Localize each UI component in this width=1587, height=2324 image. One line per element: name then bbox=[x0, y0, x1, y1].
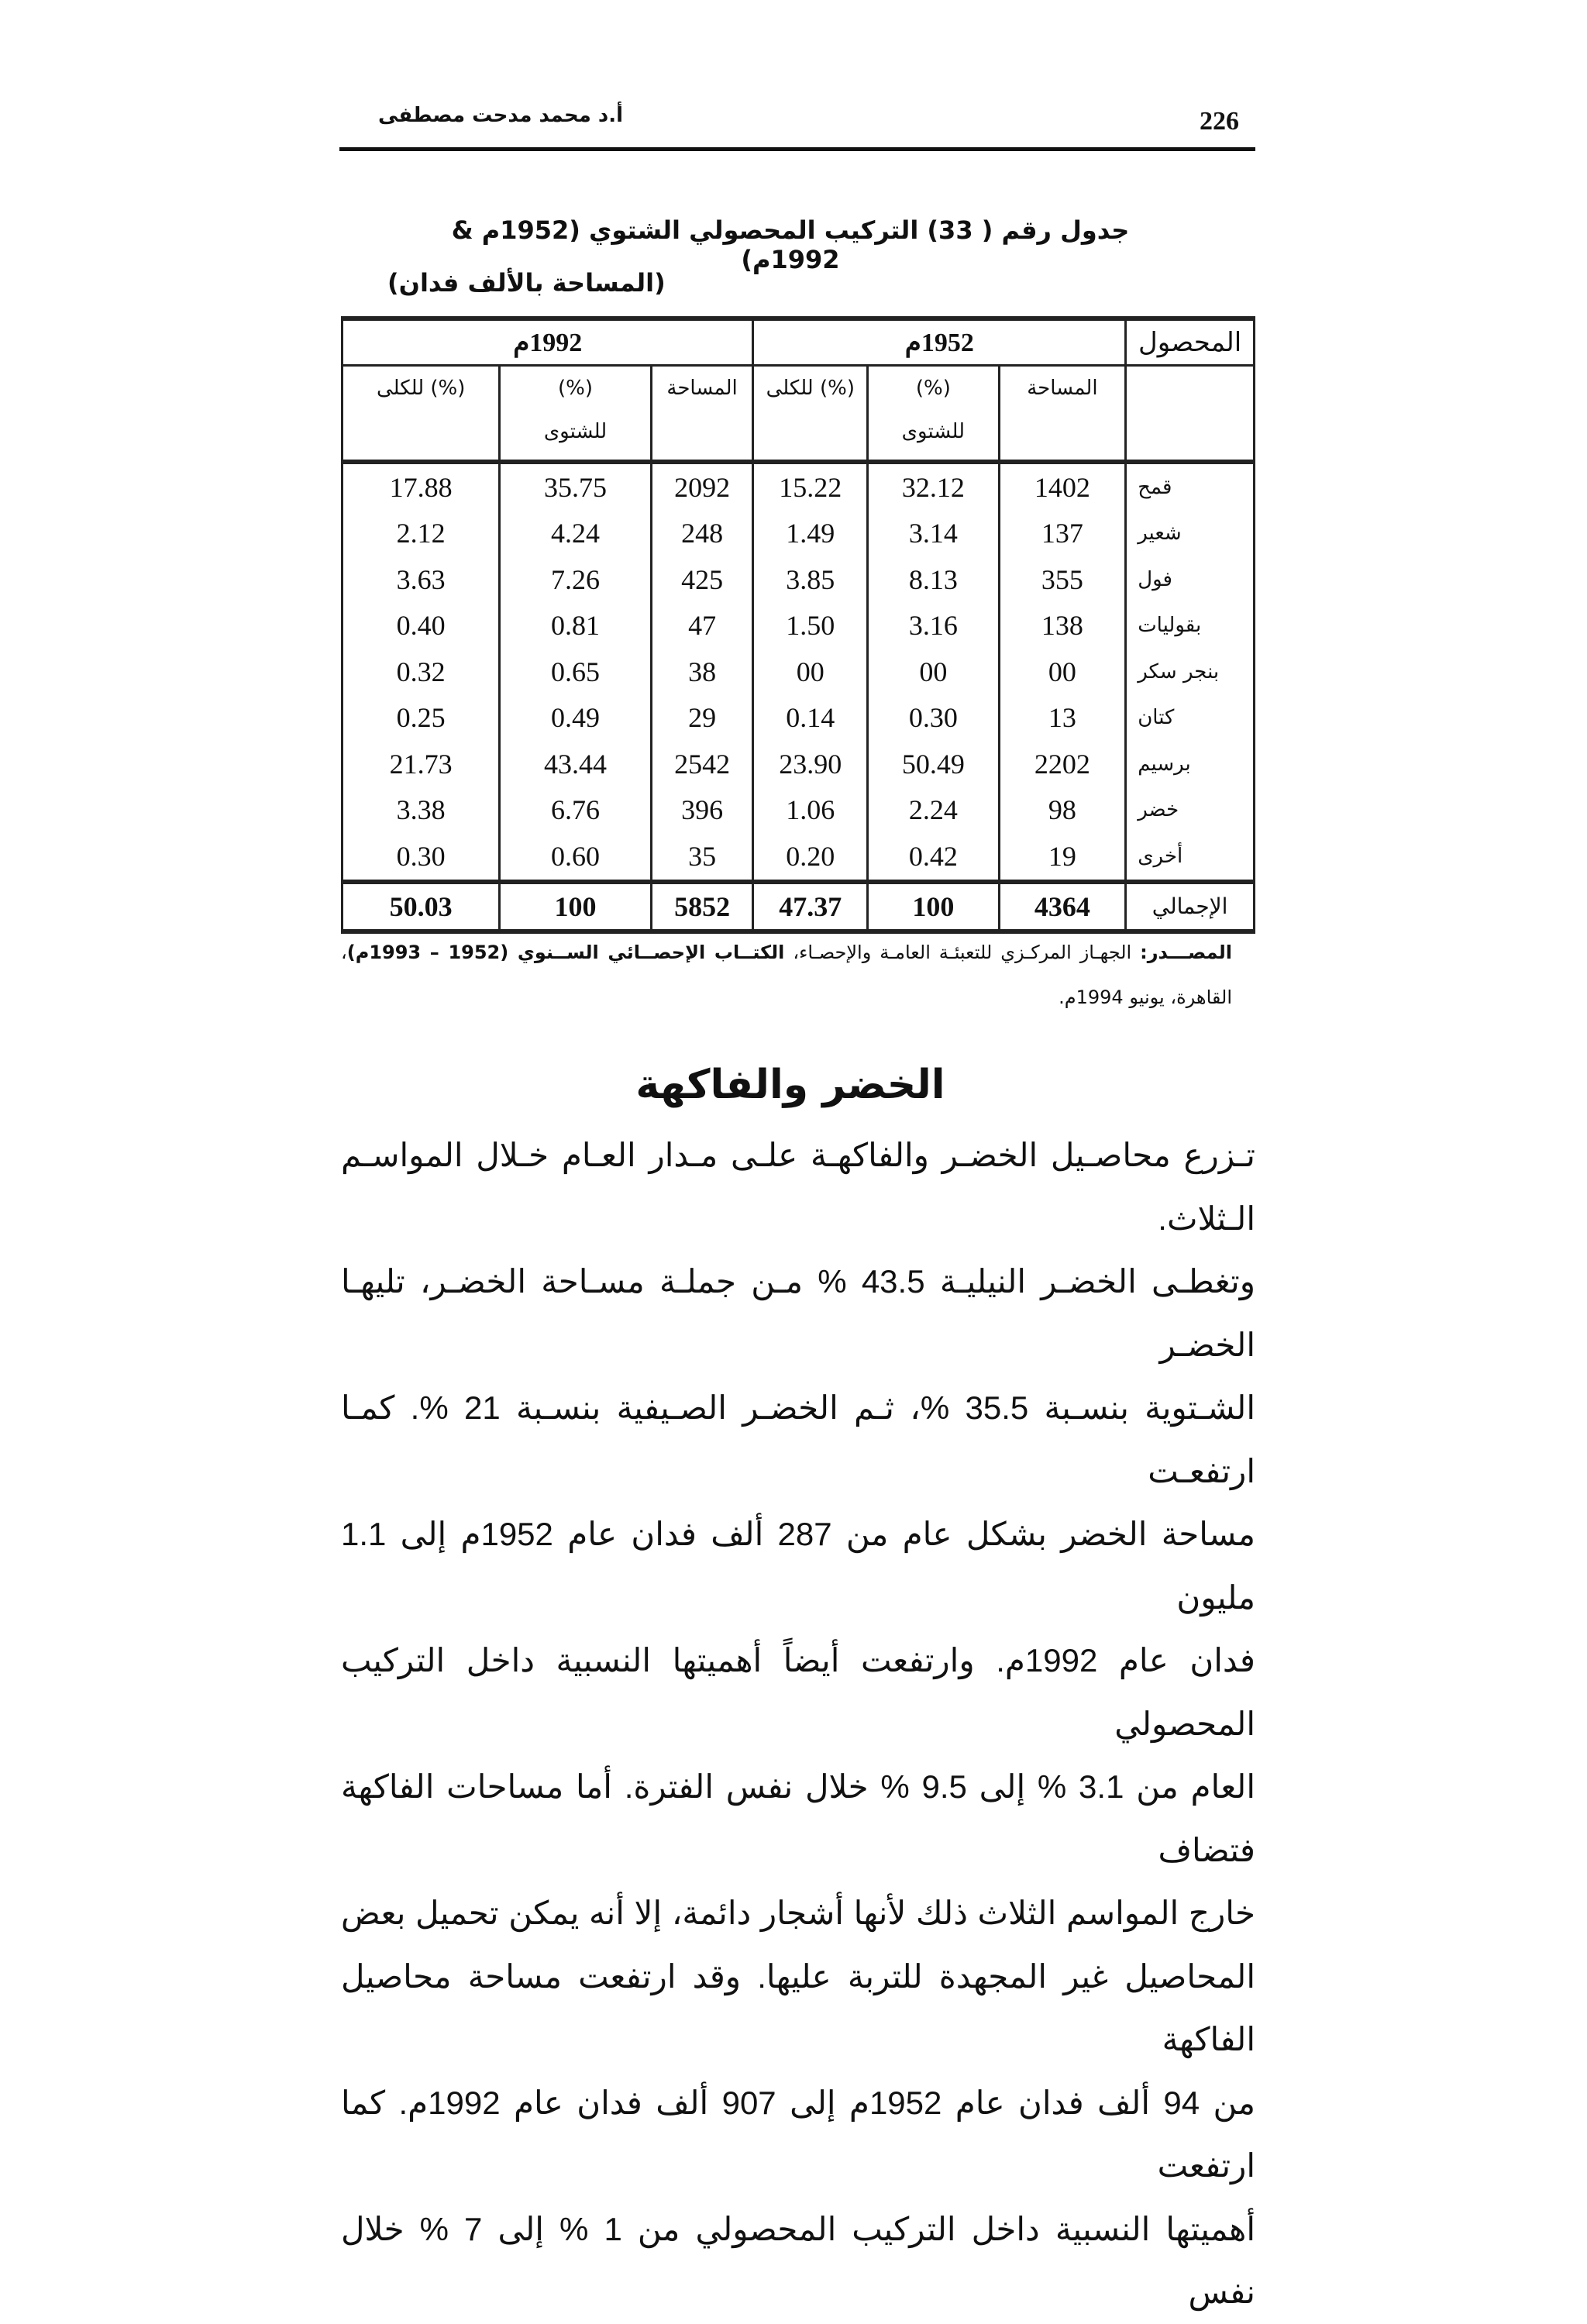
area-1952: 13 bbox=[999, 695, 1126, 742]
paragraph-line: الشـتوية بنسـبة 35.5 %، ثـم الخضـر الصـيفية بنسـبة 21 %. كمـا ارتفعـت bbox=[341, 1389, 1256, 1489]
area-1992: 396 bbox=[651, 787, 753, 834]
crop-name: قمح bbox=[1126, 462, 1255, 511]
area-1952: 98 bbox=[999, 787, 1126, 834]
year-1992-header: 1992م bbox=[343, 318, 753, 366]
crop-structure-table bbox=[341, 316, 1255, 934]
body-paragraph bbox=[341, 1124, 1255, 2324]
paragraph-line: المحاصيل غير المجهدة للتربة عليها. وقد ارتفعت مساحة محاصيل الفاكهة bbox=[341, 1957, 1255, 2057]
area-1992: 47 bbox=[651, 603, 753, 649]
total-pct-1952-header: (%) للكلى bbox=[753, 366, 868, 463]
area-1992: 248 bbox=[651, 511, 753, 557]
winter-pct-1952: 0.42 bbox=[868, 833, 1000, 882]
total-pct-1952: 0.14 bbox=[753, 695, 868, 742]
total-pct-1992: 3.63 bbox=[343, 556, 500, 603]
page-number: 226 bbox=[1200, 107, 1239, 136]
crop-name: بقوليات bbox=[1126, 603, 1255, 649]
area-1992: 2092 bbox=[651, 462, 753, 511]
paragraph-line: العام من 3.1 % إلى 9.5 % خلال نفس الفترة. أما مساحات الفاكهة فتضاف bbox=[341, 1768, 1255, 1868]
table-row bbox=[343, 741, 1255, 787]
area-1952: 137 bbox=[999, 511, 1126, 557]
total-total-pct-1992: 50.03 bbox=[343, 882, 500, 931]
total-pct-1992: 0.40 bbox=[343, 603, 500, 649]
source-note bbox=[341, 930, 1232, 1020]
crop-name: شعير bbox=[1126, 511, 1255, 557]
total-area-1952: 4364 bbox=[999, 882, 1126, 931]
area-1952: 1402 bbox=[999, 462, 1126, 511]
winter-pct-1952: 2.24 bbox=[868, 787, 1000, 834]
area-1952: 355 bbox=[999, 556, 1126, 603]
area-1952: 19 bbox=[999, 833, 1126, 882]
year-1952-header: 1952م bbox=[753, 318, 1126, 366]
paragraph-line: وتغطـى الخضـر النيليـة 43.5 % مـن جملـة مسـاحة الخضـر، تليهـا الخضـر bbox=[341, 1263, 1255, 1363]
crop-name: فول bbox=[1126, 556, 1255, 603]
crop-name: بنجر سكر bbox=[1126, 649, 1255, 695]
table-row bbox=[343, 787, 1255, 834]
winter-pct-1952: 3.16 bbox=[868, 603, 1000, 649]
total-row bbox=[343, 882, 1255, 931]
total-pct-1992: 17.88 bbox=[343, 462, 500, 511]
winter-pct-1992: 6.76 bbox=[500, 787, 651, 834]
paragraph-line: تـزرع محاصـيل الخضـر والفاكهـة علـى مـدار العـام خـلال المواسـم الـثلاث. bbox=[341, 1137, 1255, 1237]
paragraph-line: مساحة الخضر بشكل عام من 287 ألف فدان عام 1952م إلى 1.1 مليون bbox=[341, 1516, 1255, 1616]
winter-pct-1952: 50.49 bbox=[868, 741, 1000, 787]
total-area-1992: 5852 bbox=[651, 882, 753, 931]
total-pct-1952: 1.50 bbox=[753, 603, 868, 649]
area-1992-header: المساحة bbox=[651, 366, 753, 463]
total-pct-1952: 1.06 bbox=[753, 787, 868, 834]
area-1992: 425 bbox=[651, 556, 753, 603]
total-pct-1992: 3.38 bbox=[343, 787, 500, 834]
total-pct-1952: 15.22 bbox=[753, 462, 868, 511]
table-subtitle: (المساحة بالألف فدان) bbox=[387, 268, 666, 298]
winter-pct-1992: 7.26 bbox=[500, 556, 651, 603]
table-row bbox=[343, 556, 1255, 603]
table-row bbox=[343, 695, 1255, 742]
area-1992: 35 bbox=[651, 833, 753, 882]
winter-pct-1952: 00 bbox=[868, 649, 1000, 695]
winter-pct-1992: 0.60 bbox=[500, 833, 651, 882]
total-total-pct-1952: 47.37 bbox=[753, 882, 868, 931]
paragraph-line: أهميتها النسبية داخل التركيب المحصولي من 1 % إلى 7 % خلال نفس bbox=[341, 2210, 1255, 2310]
area-1952: 00 bbox=[999, 649, 1126, 695]
total-winter-pct-1992: 100 bbox=[500, 882, 651, 931]
area-1992: 29 bbox=[651, 695, 753, 742]
crop-name: أخرى bbox=[1126, 833, 1255, 882]
winter-pct-1992-header: (%) للشتوى bbox=[500, 366, 651, 463]
crop-name: برسيم bbox=[1126, 741, 1255, 787]
winter-pct-1992: 43.44 bbox=[500, 741, 651, 787]
table-row bbox=[343, 833, 1255, 882]
total-label: الإجمالي bbox=[1126, 882, 1255, 931]
winter-pct-1952: 32.12 bbox=[868, 462, 1000, 511]
area-1952: 2202 bbox=[999, 741, 1126, 787]
total-pct-1992: 2.12 bbox=[343, 511, 500, 557]
table-row bbox=[343, 511, 1255, 557]
source-label: المصـــدر: bbox=[1140, 942, 1232, 963]
header-author: أ.د محمد مدحت مصطفى bbox=[378, 104, 624, 127]
winter-pct-1952: 3.14 bbox=[868, 511, 1000, 557]
table-row bbox=[343, 649, 1255, 695]
winter-pct-1992: 0.49 bbox=[500, 695, 651, 742]
table-title: جدول رقم ( 33) التركيب المحصولي الشتوي (1952م & 1992م) bbox=[451, 215, 1130, 274]
winter-pct-1952: 0.30 bbox=[868, 695, 1000, 742]
source-text-end: ، القاهرة، يونيو 1994م. bbox=[341, 942, 1232, 1008]
total-winter-pct-1952: 100 bbox=[868, 882, 1000, 931]
total-pct-1952: 23.90 bbox=[753, 741, 868, 787]
area-1952-header: المساحة bbox=[999, 366, 1126, 463]
paragraph-line: فدان عام 1992م. وارتفعت أيضاً أهميتها النسبية داخل التركيب المحصولي bbox=[341, 1642, 1255, 1742]
winter-pct-1992: 0.65 bbox=[500, 649, 651, 695]
page-header bbox=[339, 93, 1255, 151]
crop-name: خضر bbox=[1126, 787, 1255, 834]
total-pct-1992: 0.30 bbox=[343, 833, 500, 882]
crop-column-blank bbox=[1126, 366, 1255, 463]
total-pct-1992-header: (%) للكلى bbox=[343, 366, 500, 463]
winter-pct-1992: 0.81 bbox=[500, 603, 651, 649]
total-pct-1992: 0.25 bbox=[343, 695, 500, 742]
area-1952: 138 bbox=[999, 603, 1126, 649]
area-1992: 38 bbox=[651, 649, 753, 695]
winter-pct-1952: 8.13 bbox=[868, 556, 1000, 603]
table-row bbox=[343, 603, 1255, 649]
total-pct-1952: 1.49 bbox=[753, 511, 868, 557]
winter-pct-1992: 4.24 bbox=[500, 511, 651, 557]
total-pct-1992: 21.73 bbox=[343, 741, 500, 787]
total-pct-1952: 0.20 bbox=[753, 833, 868, 882]
total-pct-1952: 00 bbox=[753, 649, 868, 695]
source-book-title: الكتــاب الإحصــائي الســنوي (1952 – 1993م) bbox=[346, 942, 785, 963]
area-1992: 2542 bbox=[651, 741, 753, 787]
crop-column-header: المحصول bbox=[1126, 318, 1255, 366]
total-pct-1992: 0.32 bbox=[343, 649, 500, 695]
table-row bbox=[343, 462, 1255, 511]
total-pct-1952: 3.85 bbox=[753, 556, 868, 603]
paragraph-line: خارج المواسم الثلاث ذلك لأنها أشجار دائمة، إلا أنه يمكن تحميل بعض bbox=[341, 1895, 1255, 1931]
winter-pct-1992: 35.75 bbox=[500, 462, 651, 511]
section-heading: الخضر والفاكهة bbox=[635, 1062, 945, 1108]
winter-pct-1952-header: (%) للشتوى bbox=[868, 366, 1000, 463]
source-text: الجهـاز المركـزي للتعبئـة العامـة والإحصـاء، bbox=[784, 942, 1141, 963]
crop-name: كتان bbox=[1126, 695, 1255, 742]
paragraph-line: من 94 ألف فدان عام 1952م إلى 907 ألف فدان عام 1992م. كما ارتفعت bbox=[341, 2084, 1255, 2184]
